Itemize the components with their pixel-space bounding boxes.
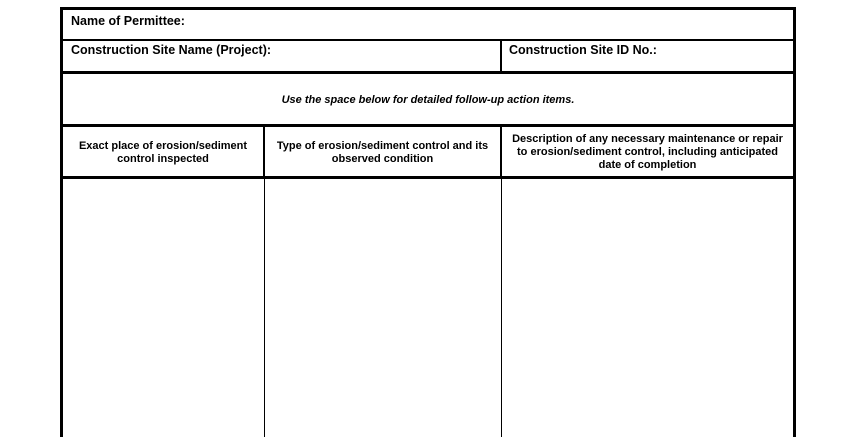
instructions-text: Use the space below for detailed follow-up action items.	[281, 94, 575, 106]
column-header-maintenance	[502, 127, 793, 176]
column-header-location	[63, 127, 265, 176]
inspection-form	[60, 7, 796, 437]
column-header-control-type-label: Type of erosion/sediment control and its observed condition	[276, 140, 489, 165]
site-name-field[interactable]	[63, 41, 502, 71]
column-header-row	[63, 127, 793, 179]
column-header-maintenance-label: Description of any necessary maintenance or repair to erosion/sediment control, including anticipated date of completion	[512, 133, 783, 171]
column-header-location-label: Exact place of erosion/sediment control inspected	[78, 140, 248, 165]
site-id-label: Construction Site ID No.:	[509, 43, 657, 57]
site-row	[63, 41, 793, 74]
site-id-field[interactable]	[502, 41, 793, 71]
control-type-entry-field[interactable]	[265, 179, 502, 437]
entry-body-row	[63, 179, 793, 437]
maintenance-entry-field[interactable]	[502, 179, 793, 437]
location-entry-field[interactable]	[63, 179, 265, 437]
permittee-row[interactable]	[63, 10, 793, 41]
site-name-label: Construction Site Name (Project):	[71, 43, 272, 57]
permittee-label: Name of Permittee:	[71, 14, 185, 28]
instructions-row	[63, 74, 793, 127]
column-header-control-type	[265, 127, 502, 176]
